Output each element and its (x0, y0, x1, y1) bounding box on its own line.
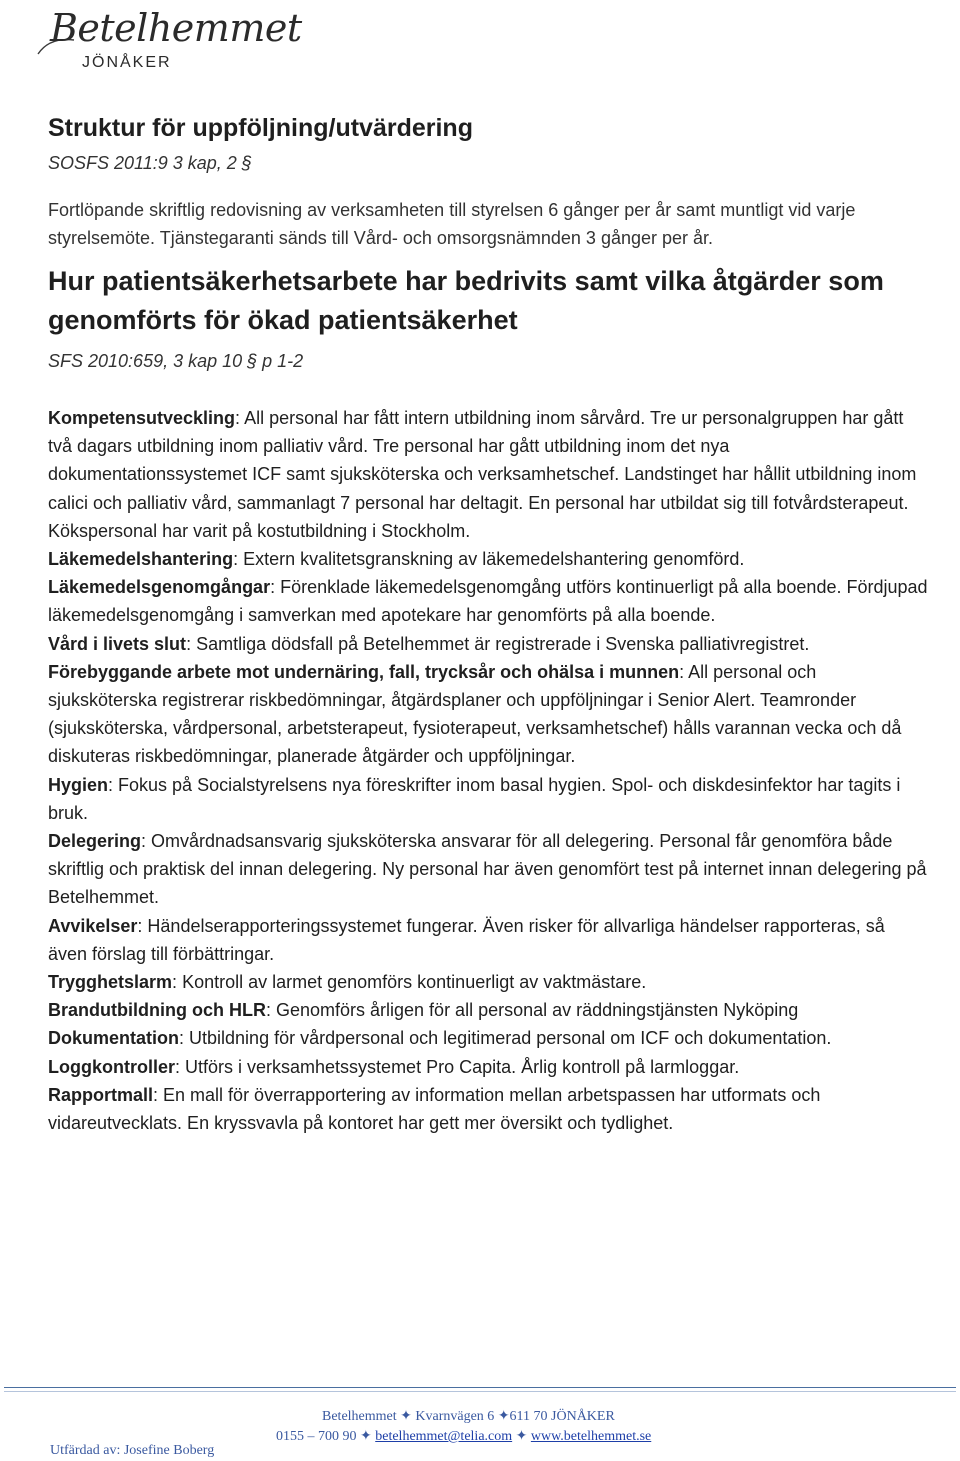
footer-org: Betelhemmet (322, 1409, 397, 1424)
logo (36, 6, 302, 72)
measure-item: Loggkontroller: Utförs i verksamhetssystemet Pro Capita. Årlig kontroll på larmloggar. (48, 1056, 740, 1077)
measure-label: Delegering (48, 831, 142, 852)
footer-phone: 0155 – 700 90 (276, 1429, 357, 1444)
footer-divider (4, 1387, 956, 1388)
measure-label: Dokumentation (48, 1028, 180, 1049)
measure-label: Kompetensutveckling (48, 408, 236, 428)
heading-reference: SFS 2010:659, 3 kap 10 § p 1-2 (48, 351, 304, 371)
measure-text: Fokus på Socialstyrelsens nya föreskrifter inom basal hygien. Spol- och diskdesinfektor har tagits i bruk. (48, 774, 901, 823)
measure-label: Loggkontroller (48, 1056, 175, 1077)
measure-text: Genomförs årligen för all personal av räddningstjänsten Nyköping (275, 1000, 799, 1021)
footer-separator-icon: ✦ (515, 1429, 528, 1444)
footer-address-line (322, 1408, 615, 1425)
measure-item: Förebyggande arbete mot undernäring, fall, trycksår och ohälsa i munnen: All personal och sjuksköterska registrerar riskbedömningar, åtgärdsplaner och uppföljningar i Senior Alert. Teamronder (sjuksköterska, vårdpersonal, arbetsterapeut, fysioterapeut, verksamhetschef) hålls varannan vecka och då diskuteras riskbedömningar, planerade åtgärder och uppföljningar. (48, 661, 902, 767)
measure-text: Samtliga dödsfall på Betelhemmet är registrerade i Svenska palliativregistret. (196, 633, 810, 654)
measure-item: Kompetensutveckling: All personal har fått intern utbildning inom sårvård. Tre ur personalgruppen har gått två dagars utbildning inom palliativ vård. Tre personal har gått utbildning inom det nya dokumentationssystemet ICF samt sjuksköterska och verksamhetschef. Landstinget har hållit utbildning inom calici och palliativ vård, sammanlagt 7 personal har deltagit. En personal har utbildat sig till fotvårdsterapeut. Kökspersonal har varit på kostutbildning i Stockholm. (48, 408, 917, 541)
measure-text: All personal har fått intern utbildning inom sårvård. Tre ur personalgruppen har gått två dagars utbildning inom palliativ vård. Tre personal har gått utbildning inom det nya dokumentationssystemet ICF samt sjuksköterska och verksamhetschef. Landstinget har hållit utbildning inom calici och palliativ vård, sammanlagt 7 personal har deltagit. En personal har utbildat sig till fotvårdsterapeut. Kökspersonal har varit på kostutbildning i Stockholm. (48, 408, 917, 541)
measure-label: Trygghetslarm (48, 972, 173, 993)
measure-label: Läkemedelshantering (48, 549, 234, 570)
footer-contact-line (276, 1428, 651, 1445)
footer-email-link[interactable]: betelhemmet@telia.com (375, 1429, 513, 1444)
measure-item: Brandutbildning och HLR: Genomförs årligen för all personal av räddningstjänsten Nyköping (48, 1000, 799, 1021)
measure-item: Delegering: Omvårdnadsansvarig sjuksköterska ansvarar för all delegering. Personal får genomföra både skriftlig och praktisk del innan delegering. Ny personal har även genomfört test på internet innan delegering på Betelhemmet. (48, 831, 927, 908)
measure-text: Händelserapporteringssystemet fungerar. Även risker för allvarliga händelser rapporteras, så även förslag till förbättringar. (48, 915, 885, 964)
logo-place: JÖNÅKER (82, 54, 172, 71)
measure-item: Hygien: Fokus på Socialstyrelsens nya föreskrifter inom basal hygien. Spol- och diskdesinfektor har tagits i bruk. (48, 774, 901, 823)
logo-name: Betelhemmet (50, 6, 302, 50)
measure-label: Läkemedelsgenomgångar (48, 577, 271, 598)
footer-postal: 611 70 JÖNÅKER (509, 1409, 615, 1424)
measure-text: Omvårdnadsansvarig sjuksköterska ansvarar för all delegering. Personal får genomföra både skriftlig och praktisk del innan delegering. Ny personal har även genomfört test på internet innan delegering på Betelhemmet. (48, 831, 927, 908)
intro-paragraph: Fortlöpande skriftlig redovisning av verksamheten till styrelsen 6 gånger per år samt muntligt vid varje styrelsemöte. Tjänstegaranti sänds till Vård- och omsorgsnämnden 3 gånger per år. (48, 200, 856, 248)
measure-item: Vård i livets slut: Samtliga dödsfall på Betelhemmet är registrerade i Svenska palliativregistret. (48, 633, 810, 654)
measure-text: Utförs i verksamhetssystemet Pro Capita. Årlig kontroll på larmloggar. (185, 1056, 740, 1077)
measure-label: Avvikelser (48, 915, 138, 936)
footer-separator-icon: ✦ (400, 1409, 412, 1424)
measure-text: All personal och sjuksköterska registrerar riskbedömningar, åtgärdsplaner och uppföljningar i Senior Alert. Teamronder (sjuksköterska, vårdpersonal, arbetsterapeut, fysioterapeut, verksamhetschef) hålls varannan vecka och då diskuteras riskbedömningar, planerade åtgärder och uppföljningar. (48, 661, 902, 767)
section-heading: Hur patientsäkerhetsarbete har bedrivits samt vilka åtgärder som genomförts för ökad patientsäkerhet (48, 266, 884, 335)
measure-item: Läkemedelsgenomgångar: Förenklade läkemedelsgenomgång utförs kontinuerligt på alla boende. Fördjupad läkemedelsgenomgång i samverkan med apotekare har genomförts på alla boende. (48, 577, 928, 626)
measure-item: Läkemedelshantering: Extern kvalitetsgranskning av läkemedelshantering genomförd. (48, 549, 745, 570)
footer-separator-icon: ✦ (497, 1409, 510, 1424)
measure-item: Avvikelser: Händelserapporteringssystemet fungerar. Även risker för allvarliga händelser rapporteras, så även förslag till förbättringar. (48, 915, 885, 964)
footer-web-link[interactable]: www.betelhemmet.se (530, 1429, 652, 1444)
footer-address: Kvarnvägen 6 (415, 1409, 495, 1424)
footer-separator-icon: ✦ (360, 1429, 372, 1444)
footer-divider-secondary (4, 1391, 956, 1392)
measure-text: Förenklade läkemedelsgenomgång utförs kontinuerligt på alla boende. Fördjupad läkemedelsgenomgång i samverkan med apotekare har genomförts på alla boende. (48, 577, 928, 626)
page-title: Struktur för uppföljning/utvärdering (48, 114, 473, 142)
measure-item: Trygghetslarm: Kontroll av larmet genomförs kontinuerligt av vaktmästare. (48, 972, 647, 993)
measure-label: Förebyggande arbete mot undernäring, fall, trycksår och ohälsa i munnen (48, 661, 680, 682)
measure-text: Kontroll av larmet genomförs kontinuerligt av vaktmästare. (182, 972, 647, 993)
measure-text: En mall för överrapportering av information mellan arbetspassen har utformats och vidareutvecklats. En kryssvavla på kontoret har gett mer översikt och tydlighet. (48, 1084, 821, 1134)
document-body (48, 108, 928, 1137)
measure-label: Brandutbildning och HLR (48, 1000, 266, 1021)
measure-label: Vård i livets slut (48, 633, 187, 654)
measure-label: Rapportmall (48, 1084, 154, 1105)
measure-label: Hygien (48, 774, 109, 795)
measure-item: Rapportmall: En mall för överrapportering av information mellan arbetspassen har utformats och vidareutvecklats. En kryssvavla på kontoret har gett mer översikt och tydlighet. (48, 1084, 821, 1134)
measure-item: Dokumentation: Utbildning för vårdpersonal och legitimerad personal om ICF och dokumentation. (48, 1028, 832, 1049)
measure-text: Extern kvalitetsgranskning av läkemedelshantering genomförd. (243, 549, 745, 570)
issued-by: Utfärdad av: Josefine Boberg (50, 1443, 215, 1458)
measures-list (48, 404, 928, 1137)
title-reference: SOSFS 2011:9 3 kap, 2 § (48, 153, 252, 173)
measure-text: Utbildning för vårdpersonal och legitimerad personal om ICF och dokumentation. (189, 1028, 832, 1049)
